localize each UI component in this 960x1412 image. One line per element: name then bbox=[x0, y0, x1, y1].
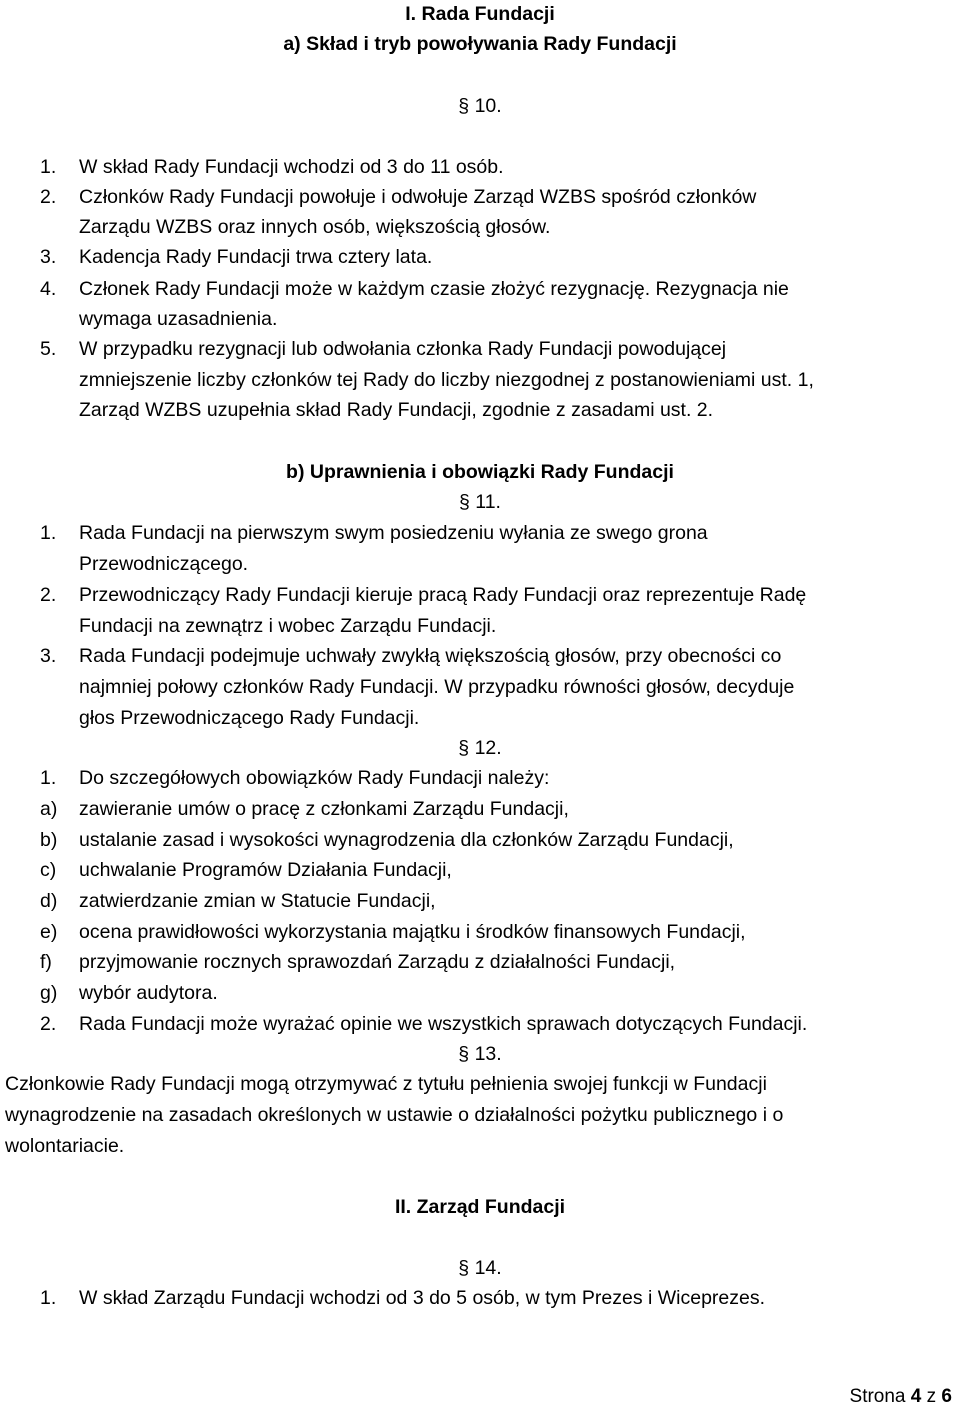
item-number: 3. bbox=[40, 645, 57, 667]
item-number: 1. bbox=[40, 1287, 57, 1309]
page-footer bbox=[850, 1386, 952, 1408]
body-text: wynagrodzenie na zasadach określonych w ustawie o działalności pożytku publicznego i o bbox=[5, 1104, 784, 1126]
item-text: Rada Fundacji podejmuje uchwały zwykłą większością głosów, przy obecności co bbox=[79, 645, 782, 667]
item-number: 2. bbox=[40, 186, 57, 208]
item-text: Przewodniczący Rady Fundacji kieruje pracą Rady Fundacji oraz reprezentuje Radę bbox=[79, 584, 807, 606]
item-text: Członek Rady Fundacji może w każdym czasie złożyć rezygnację. Rezygnacja nie bbox=[79, 278, 789, 300]
item-text: ocena prawidłowości wykorzystania majątku i środków finansowych Fundacji, bbox=[79, 921, 746, 943]
section-heading: a) Skład i tryb powoływania Rady Fundacji bbox=[283, 33, 677, 55]
body-text: wolontariacie. bbox=[5, 1135, 125, 1157]
item-text: W skład Zarządu Fundacji wchodzi od 3 do 5 osób, w tym Prezes i Wiceprezes. bbox=[79, 1287, 766, 1309]
item-text: zawieranie umów o pracę z członkami Zarządu Fundacji, bbox=[79, 798, 569, 820]
item-text: przyjmowanie rocznych sprawozdań Zarządu z działalności Fundacji, bbox=[79, 951, 676, 973]
item-text: W przypadku rezygnacji lub odwołania członka Rady Fundacji powodującej bbox=[79, 338, 727, 360]
paragraph-13-heading bbox=[0, 1042, 960, 1066]
chapter-heading: II. Zarząd Fundacji bbox=[394, 1196, 566, 1218]
item-text: wymaga uzasadnienia. bbox=[79, 308, 278, 330]
item-text: Fundacji na zewnątrz i wobec Zarządu Fundacji. bbox=[79, 615, 497, 637]
item-letter: g) bbox=[40, 982, 58, 1004]
paragraph-number: 14. bbox=[474, 1257, 502, 1279]
paragraph-number: 11. bbox=[475, 491, 501, 513]
item-text: wybór audytora. bbox=[79, 982, 218, 1004]
item-letter: a) bbox=[40, 798, 58, 820]
paragraph-14-heading bbox=[0, 1256, 960, 1280]
item-text: Do szczegółowych obowiązków Rady Fundacji należy: bbox=[79, 767, 550, 789]
item-letter: d) bbox=[40, 890, 58, 912]
item-number: 3. bbox=[40, 246, 57, 268]
item-letter: b) bbox=[40, 829, 58, 851]
item-number: 2. bbox=[40, 584, 57, 606]
item-text: Zarządu WZBS oraz innych osób, większością głosów. bbox=[79, 216, 551, 238]
section-sign: § bbox=[458, 95, 470, 117]
item-text: W skład Rady Fundacji wchodzi od 3 do 11 osób. bbox=[79, 156, 504, 178]
item-text: Rada Fundacji na pierwszym swym posiedzeniu wyłania ze swego grona bbox=[79, 522, 708, 544]
chapter-heading: I. Rada Fundacji bbox=[405, 3, 555, 25]
body-text: Członkowie Rady Fundacji mogą otrzymywać z tytułu pełnienia swojej funkcji w Fundacji bbox=[5, 1073, 767, 1095]
current-page: 4 bbox=[910, 1386, 922, 1407]
item-text: zmniejszenie liczby członków tej Rady do liczby niezgodnej z postanowieniami ust. 1, bbox=[79, 369, 814, 391]
item-letter: c) bbox=[40, 859, 57, 881]
section-sign: § bbox=[458, 737, 470, 759]
section-heading: b) Uprawnienia i obowiązki Rady Fundacji bbox=[286, 461, 674, 483]
item-text: Kadencja Rady Fundacji trwa cztery lata. bbox=[79, 246, 433, 268]
total-pages: 6 bbox=[941, 1386, 952, 1407]
item-letter: e) bbox=[40, 921, 58, 943]
section-sign: § bbox=[459, 491, 470, 513]
item-number: 5. bbox=[40, 338, 57, 360]
item-text: ustalanie zasad i wysokości wynagrodzenia dla członków Zarządu Fundacji, bbox=[79, 829, 734, 851]
item-text: Członków Rady Fundacji powołuje i odwołuje Zarząd WZBS spośród członków bbox=[79, 186, 757, 208]
item-number: 1. bbox=[40, 522, 57, 544]
paragraph-number: 13. bbox=[474, 1043, 502, 1065]
paragraph-12-heading bbox=[0, 736, 960, 760]
footer-label: Strona bbox=[849, 1386, 906, 1407]
paragraph-number: 12. bbox=[474, 737, 502, 759]
item-number: 4. bbox=[40, 278, 57, 300]
item-number: 1. bbox=[40, 767, 57, 789]
footer-of: z bbox=[926, 1386, 937, 1407]
paragraph-number: 10. bbox=[474, 95, 502, 117]
item-text: Rada Fundacji może wyrażać opinie we wszystkich sprawach dotyczących Fundacji. bbox=[79, 1013, 808, 1035]
item-letter: f) bbox=[40, 951, 52, 973]
item-number: 2. bbox=[40, 1013, 57, 1035]
item-text: głos Przewodniczącego Rady Fundacji. bbox=[79, 707, 420, 729]
section-sign: § bbox=[458, 1257, 470, 1279]
paragraph-11-heading bbox=[0, 490, 960, 514]
item-text: zatwierdzanie zmian w Statucie Fundacji, bbox=[79, 890, 436, 912]
item-text: najmniej połowy członków Rady Fundacji. W przypadku równości głosów, decyduje bbox=[79, 676, 795, 698]
paragraph-10-heading bbox=[0, 94, 960, 118]
item-number: 1. bbox=[40, 156, 57, 178]
item-text: Przewodniczącego. bbox=[79, 553, 249, 575]
section-sign: § bbox=[458, 1043, 470, 1065]
item-text: uchwalanie Programów Działania Fundacji, bbox=[79, 859, 452, 881]
item-text: Zarząd WZBS uzupełnia skład Rady Fundacji, zgodnie z zasadami ust. 2. bbox=[79, 399, 714, 421]
